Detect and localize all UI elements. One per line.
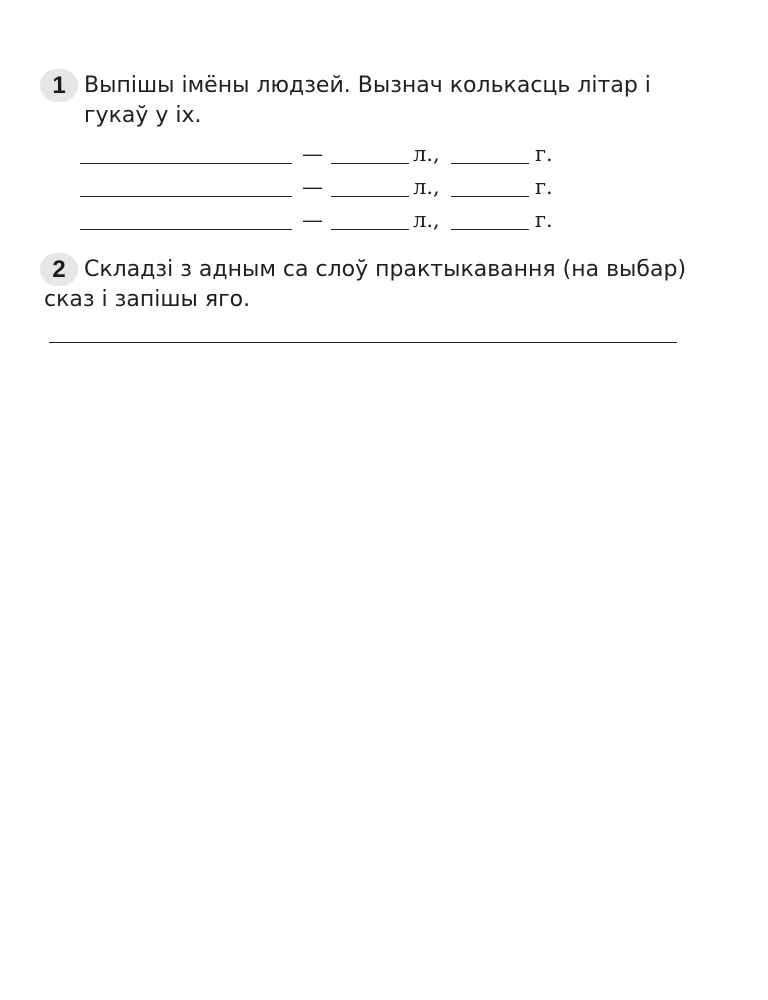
letters-label: л., <box>413 142 440 166</box>
task-instruction-line-2: сказ і запішы яго. <box>44 287 251 312</box>
letters-count-blank[interactable] <box>331 163 409 164</box>
sounds-count-blank[interactable] <box>451 163 529 164</box>
sounds-count-blank[interactable] <box>451 196 529 197</box>
dash: — <box>302 208 323 232</box>
task-number-badge: 1 <box>40 69 78 102</box>
sentence-answer-line[interactable] <box>49 342 677 343</box>
letters-count-blank[interactable] <box>331 229 409 230</box>
letters-label: л., <box>413 208 440 232</box>
task-instruction-line-1: Складзі з адным са слоў практыкавання (на выбар) <box>84 257 687 282</box>
sounds-label: г. <box>535 208 553 232</box>
dash: — <box>302 142 323 166</box>
sounds-label: г. <box>535 175 553 199</box>
sounds-count-blank[interactable] <box>451 229 529 230</box>
letters-count-blank[interactable] <box>331 196 409 197</box>
letters-label: л., <box>413 175 440 199</box>
task-number-badge: 2 <box>40 253 78 286</box>
task-instruction <box>84 255 704 285</box>
name-blank[interactable] <box>80 163 292 164</box>
name-blank[interactable] <box>80 196 292 197</box>
name-blank[interactable] <box>80 229 292 230</box>
dash: — <box>302 175 323 199</box>
task-instruction: Выпішы імёны людзей. Вызнач колькасць літар і гукаў у іх. <box>84 73 651 128</box>
sounds-label: г. <box>535 142 553 166</box>
